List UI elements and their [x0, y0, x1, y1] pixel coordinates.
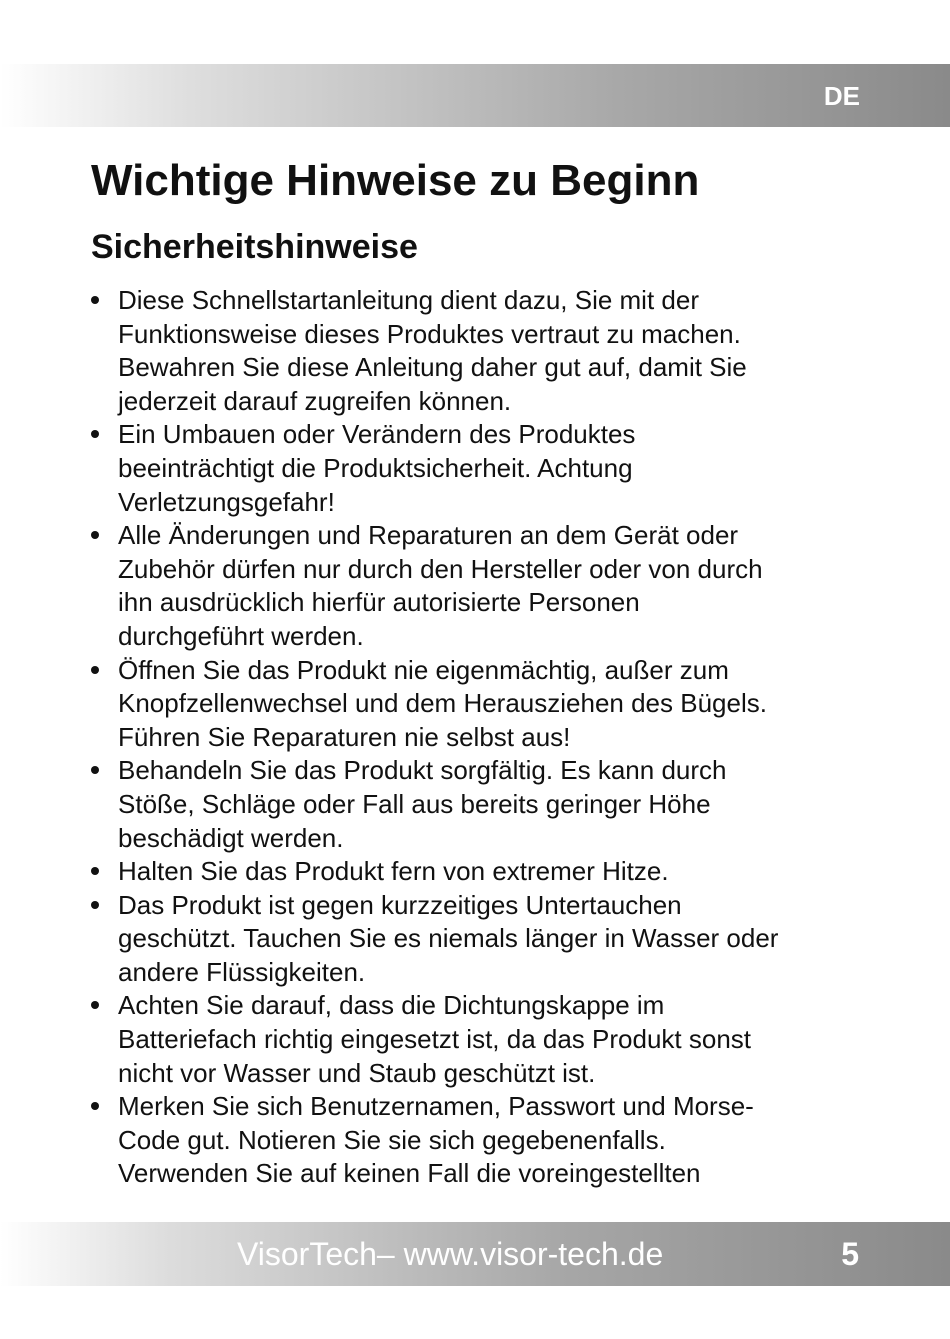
list-item-line: beschädigt werden. [118, 822, 344, 853]
list-item-line: Diese Schnellstartanleitung dient dazu, Sie mit der [118, 285, 699, 315]
footer-website-text: VisorTech– www.visor-tech.de [237, 1236, 664, 1272]
page-number: 5 [841, 1236, 859, 1272]
bullet-icon [91, 1001, 99, 1009]
bullet-icon [91, 666, 99, 674]
bullet-icon [91, 1102, 99, 1110]
list-item [91, 754, 871, 855]
list-item-line: nicht vor Wasser und Staub geschützt ist. [118, 1057, 596, 1088]
bullet-icon [91, 867, 99, 875]
list-item [91, 889, 871, 990]
list-item-line: Verletzungsgefahr! [118, 486, 335, 517]
list-item [91, 855, 871, 889]
list-item-line: Ein Umbauen oder Verändern des Produktes [118, 419, 636, 450]
list-item-line: Öffnen Sie das Produkt nie eigenmächtig, außer zum [118, 654, 729, 685]
safety-instructions-list [91, 284, 871, 1191]
list-item-line: jederzeit darauf zugreifen können. [118, 385, 512, 416]
list-item [91, 284, 871, 418]
section-title: Sicherheitshinweise [91, 228, 418, 266]
header-bar [0, 64, 950, 127]
list-item-line: Verwenden Sie auf keinen Fall die voreingestellten [118, 1158, 701, 1189]
list-item-line: geschützt. Tauchen Sie es niemals länger in Wasser oder [118, 923, 779, 954]
list-item-line: andere Flüssigkeiten. [118, 956, 366, 987]
list-item-line: Knopfzellenwechsel und dem Herausziehen des Bügels. [118, 688, 767, 719]
language-label: DE [823, 81, 860, 111]
list-item-line: beeinträchtigt die Produktsicherheit. Achtung [118, 452, 633, 483]
list-item [91, 654, 871, 755]
bullet-icon [91, 531, 99, 539]
bullet-icon [91, 296, 99, 304]
list-item-line: Zubehör dürfen nur durch den Hersteller oder von durch [118, 553, 763, 584]
list-item-line: Code gut. Notieren Sie sie sich gegebenenfalls. [118, 1124, 666, 1155]
list-item-line: Bewahren Sie diese Anleitung daher gut auf, damit Sie [118, 352, 747, 383]
list-item [91, 1090, 871, 1191]
list-item-line: Führen Sie Reparaturen nie selbst aus! [118, 721, 571, 752]
list-item-line: Behandeln Sie das Produkt sorgfältig. Es kann durch [118, 755, 727, 786]
page-title: Wichtige Hinweise zu Beginn [91, 156, 700, 205]
list-item-line: Halten Sie das Produkt fern von extremer Hitze. [118, 856, 669, 887]
list-item-line: ihn ausdrücklich hierfür autorisierte Personen [118, 587, 640, 618]
list-item-line: durchgeführt werden. [118, 620, 364, 651]
bullet-icon [91, 430, 99, 438]
bullet-icon [91, 766, 99, 774]
bullet-icon [91, 901, 99, 909]
list-item-line: Alle Änderungen und Reparaturen an dem Gerät oder [118, 520, 739, 551]
list-item-line: Achten Sie darauf, dass die Dichtungskappe im [118, 990, 665, 1021]
list-item [91, 519, 871, 653]
list-item [91, 418, 871, 519]
list-item [91, 989, 871, 1090]
list-item-line: Funktionsweise dieses Produktes vertraut zu machen. [118, 318, 741, 349]
list-item-line: Stöße, Schläge oder Fall aus bereits geringer Höhe [118, 788, 711, 819]
list-item-line: Batteriefach richtig eingesetzt ist, da das Produkt sonst [118, 1024, 752, 1055]
list-item-line: Das Produkt ist gegen kurzzeitiges Untertauchen [118, 889, 682, 920]
list-item-line: Merken Sie sich Benutzernamen, Passwort und Morse- [118, 1091, 754, 1122]
